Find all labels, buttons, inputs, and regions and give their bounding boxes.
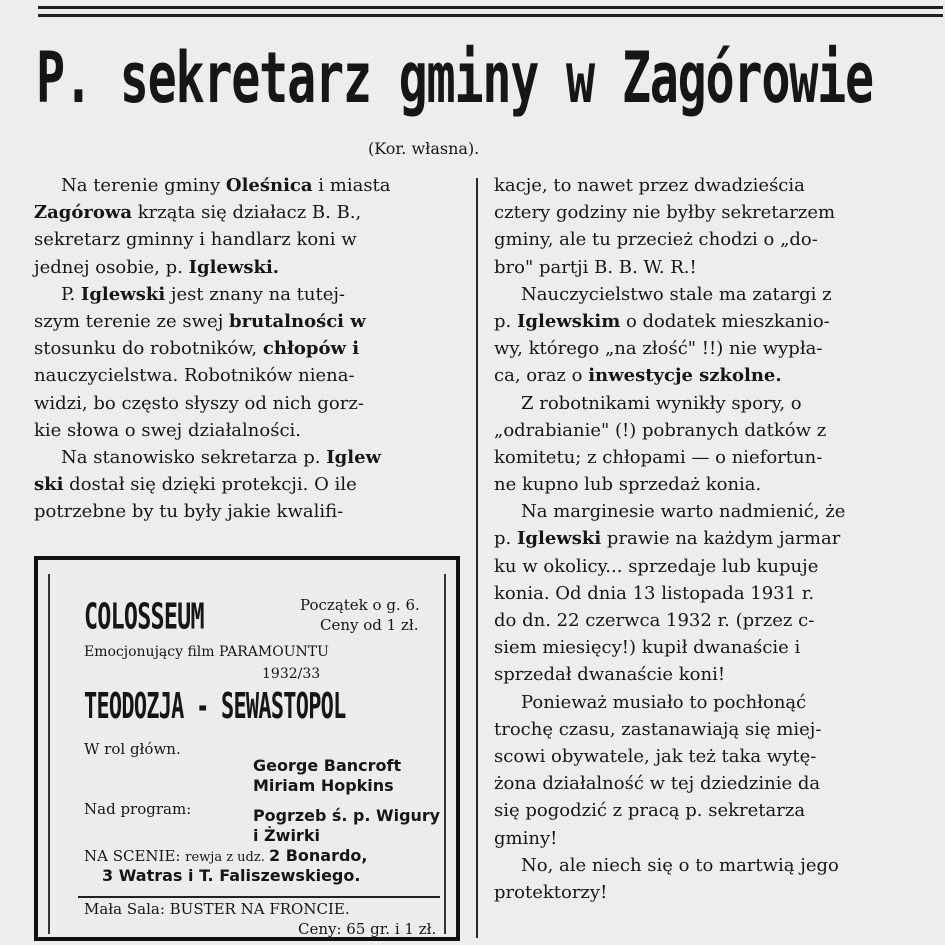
text-run: Z robotnikami wynikły spory, o: [494, 392, 802, 414]
text-line: [494, 607, 944, 634]
ad-price-main: Ceny od 1 zł.: [320, 616, 419, 634]
text-run: sekretarz gminny i handlarz koni w: [34, 229, 357, 251]
text-run: żona działalność w tej dziedzinie da: [494, 773, 821, 795]
text-line: [34, 199, 464, 226]
ad-film-title: TEODOZJA - SEWASTOPOL: [84, 686, 346, 728]
text-line: [494, 226, 944, 253]
ad-price-small-hall: Ceny: 65 gr. i 1 zł.: [298, 920, 437, 938]
text-run: ca, oraz o: [494, 365, 589, 387]
text-run: widzi, bo często słyszy od nich gorz-: [34, 392, 364, 414]
ad-film-intro: Emocjonujący film PARAMOUNTU: [84, 644, 329, 660]
text-line: [494, 417, 944, 444]
text-line: [34, 444, 464, 471]
text-run: komitetu; z chłopami — o niefortun-: [494, 446, 823, 468]
text-run: prawie na każdym jarmar: [601, 528, 841, 550]
text-line: [34, 417, 464, 444]
headline: P. sekretarz gminy w Zagórowie: [36, 36, 873, 119]
text-run: protektorzy!: [494, 881, 608, 903]
ad-cinema-title: COLOSSEUM: [84, 596, 204, 638]
text-run: trochę czasu, zastanawiają się miej-: [494, 718, 822, 740]
text-line: [494, 281, 944, 308]
ad-extra-program-label: Nad program:: [84, 800, 192, 818]
bold-text: Iglewski.: [188, 256, 280, 278]
text-line: [34, 362, 464, 389]
bold-text: inwestycje szkolne.: [588, 365, 782, 387]
text-run: krząta się działacz B. B.,: [132, 202, 362, 224]
text-line: [34, 226, 464, 253]
text-run: cztery godziny nie byłby sekretarzem: [494, 202, 836, 224]
text-run: No, ale niech się o to martwią jego: [494, 854, 839, 876]
text-line: [494, 743, 944, 770]
text-line: [494, 199, 944, 226]
ad-frame: [48, 574, 446, 938]
text-line: [494, 471, 944, 498]
text-run: scowi obywatele, jak też taka wytę-: [494, 745, 817, 767]
ad-stage-performers: 3 Watras i T. Faliszewskiego.: [102, 866, 361, 885]
ad-actor: George Bancroft: [253, 756, 402, 775]
bold-text: ski: [34, 474, 64, 496]
ad-divider: [78, 896, 440, 898]
ad-stage-label: NA SCENIE:: [84, 847, 186, 865]
byline: (Kor. własna).: [368, 139, 480, 158]
text-run: kie słowa o swej działalności.: [34, 419, 302, 441]
text-run: Na terenie gminy: [34, 175, 226, 196]
text-run: jednej osobie, p.: [34, 256, 189, 278]
article-column-right: [494, 172, 944, 932]
text-run: Na marginesie warto nadmienić, że: [494, 501, 846, 523]
text-line: [34, 281, 464, 308]
ad-stage-performer: 2 Bonardo,: [269, 846, 368, 865]
text-line: [34, 390, 464, 417]
text-run: P.: [34, 283, 81, 305]
bold-text: chłopów i: [262, 338, 360, 360]
text-run: i miasta: [312, 175, 391, 196]
ad-start-time: Początek o g. 6.: [300, 596, 420, 614]
text-run: nauczycielstwa. Robotników niena-: [34, 365, 355, 387]
bold-text: Zagórowa: [34, 202, 133, 224]
text-run: do dn. 22 czerwca 1932 r. (przez c-: [494, 610, 815, 631]
text-line: [34, 335, 464, 362]
bold-text: Iglewski: [80, 283, 166, 305]
text-run: Na stanowisko sekretarza p.: [34, 446, 327, 468]
text-line: [494, 634, 944, 661]
text-line: [494, 797, 944, 824]
text-run: gminy, ale tu przecież chodzi o „do-: [494, 229, 818, 251]
ad-extra-program: Pogrzeb ś. p. Wigury: [253, 806, 441, 825]
text-run: p.: [494, 310, 517, 332]
text-line: [34, 498, 464, 525]
text-line: [34, 172, 464, 199]
text-line: [494, 308, 944, 335]
text-line: [494, 444, 944, 471]
text-line: [494, 390, 944, 417]
text-run: potrzebne by tu były jakie kwalifi-: [34, 501, 344, 523]
text-run: dostał się dzięki protekcji. O ile: [63, 474, 357, 496]
text-run: wy, którego „na złość" !!) nie wypła-: [494, 338, 823, 360]
bold-text: Iglewski: [516, 528, 602, 550]
text-run: kacje, to nawet przez dwadzieścia: [494, 175, 805, 196]
ad-stage-line: [84, 846, 368, 865]
text-run: Nauczycielstwo stale ma zatargi z: [494, 283, 832, 305]
text-line: [494, 254, 944, 281]
text-line: [494, 580, 944, 607]
bold-text: brutalności w: [229, 310, 366, 332]
text-run: „odrabianie" (!) pobranych datków z: [494, 419, 827, 441]
text-line: [494, 335, 944, 362]
colosseum-advertisement: [34, 556, 460, 941]
text-run: Ponieważ musiało to pochłonąć: [494, 691, 807, 713]
ad-actor: Miriam Hopkins: [253, 776, 394, 795]
text-line: [494, 852, 944, 879]
text-run: ne kupno lub sprzedaż konia.: [494, 474, 762, 496]
text-run: jest znany na tutej-: [165, 283, 346, 305]
text-line: [34, 308, 464, 335]
bold-text: Iglewskim: [516, 310, 621, 332]
ad-stage-revue: rewja z udz.: [185, 850, 269, 865]
text-line: [494, 525, 944, 552]
text-run: się pogodzić z pracą p. sekretarza: [494, 800, 806, 822]
text-run: stosunku do robotników,: [34, 338, 263, 360]
column-divider: [476, 178, 478, 938]
text-line: [494, 553, 944, 580]
ad-cast-label: W rol główn.: [84, 740, 181, 758]
bold-text: Iglew: [326, 446, 382, 468]
text-run: sprzedał dwanaście koni!: [494, 664, 726, 686]
ad-small-hall: Mała Sala: BUSTER NA FRONCIE.: [84, 900, 350, 918]
text-line: [494, 689, 944, 716]
ad-extra-program: i Żwirki: [253, 826, 320, 845]
text-line: [34, 471, 464, 498]
text-line: [494, 879, 944, 906]
text-run: bro" partji B. B. W. R.!: [494, 256, 697, 278]
text-line: [494, 770, 944, 797]
text-line: [494, 362, 944, 389]
text-run: p.: [494, 528, 517, 550]
bold-text: Oleśnica: [225, 175, 313, 196]
text-run: ku w okolicy... sprzedaje lub kupuje: [494, 555, 819, 577]
text-run: siem miesięcy!) kupił dwanaście i: [494, 637, 801, 659]
text-line: [494, 825, 944, 852]
text-line: [494, 498, 944, 525]
text-run: o dodatek mieszkanio-: [620, 310, 830, 332]
text-line: [494, 661, 944, 688]
article-column-left: [34, 172, 464, 525]
top-rule: [38, 6, 943, 17]
ad-season: 1932/33: [262, 666, 321, 682]
text-run: konia. Od dnia 13 listopada 1931 r.: [494, 582, 815, 604]
text-line: [494, 716, 944, 743]
text-line: [34, 254, 464, 281]
text-run: szym terenie ze swej: [34, 310, 230, 332]
text-run: gminy!: [494, 827, 558, 849]
text-line: [494, 172, 944, 199]
